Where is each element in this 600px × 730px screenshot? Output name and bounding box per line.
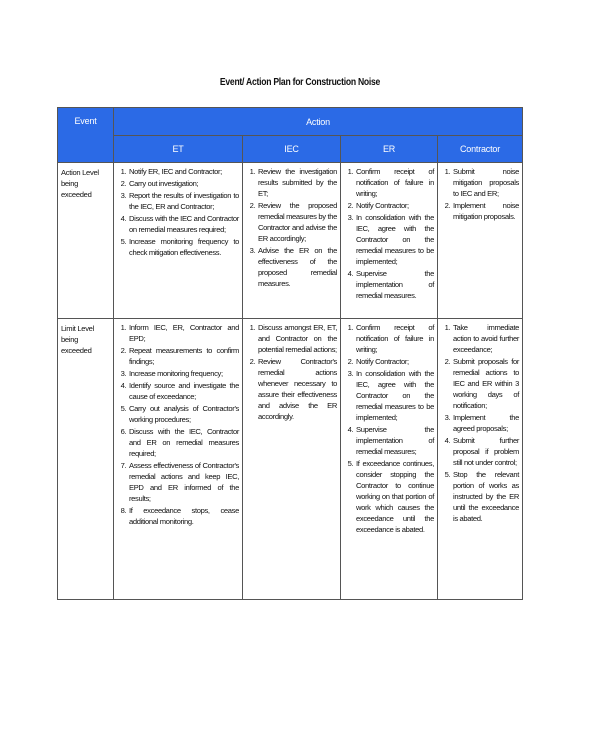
- header-row-columns: [58, 136, 523, 163]
- list-item: 3. Implement the agreed proposals;: [452, 412, 519, 434]
- list-item: 4. Submit further proposal if problem still not under control;: [452, 435, 519, 468]
- list-item: 5. If exceedance continues, consider stopping the Contractor to continue working on that portion of work which causes the exceedance until the exceedance is abated.: [355, 458, 434, 535]
- header-row-top: [58, 108, 523, 136]
- list-item: 1. Notify ER, IEC and Contractor;: [128, 166, 239, 177]
- list-item: 2. Submit proposals for remedial actions to IEC and ER within 3 working days of notification;: [452, 356, 519, 411]
- et-action-list: [114, 319, 242, 530]
- et-cell: [114, 319, 243, 600]
- list-item: 2. Notify Contractor;: [355, 356, 434, 367]
- iec-cell: [243, 319, 341, 600]
- list-item: 3. Increase monitoring frequency;: [128, 368, 239, 379]
- contractor-action-list: [438, 163, 522, 225]
- list-item: 6. Discuss with the IEC, Contractor and ER on remedial measures required;: [128, 426, 239, 459]
- list-item: 4. Supervise the implementation of remedial measures;: [355, 424, 434, 457]
- list-item: 5. Carry out analysis of Contractor's working procedures;: [128, 403, 239, 425]
- list-item: 1. Confirm receipt of notification of failure in writing;: [355, 166, 434, 199]
- list-item: 1. Take immediate action to avoid further exceedance;: [452, 322, 519, 355]
- iec-action-list: [243, 319, 340, 425]
- header-er: ER: [341, 136, 438, 163]
- list-item: 5. Stop the relevant portion of works as instructed by the ER until the exceedance is abated.: [452, 469, 519, 524]
- list-item: 1. Confirm receipt of notification of failure in writing;: [355, 322, 434, 355]
- er-cell: [341, 163, 438, 319]
- table-row: [58, 319, 523, 600]
- contractor-cell: [438, 319, 523, 600]
- list-item: 4. Discuss with the IEC and Contractor on remedial measures required;: [128, 213, 239, 235]
- action-plan-table: [57, 107, 523, 600]
- list-item: 8. If exceedance stops, cease additional monitoring.: [128, 505, 239, 527]
- table-row: [58, 163, 523, 319]
- event-cell: Action Level being exceeded: [58, 163, 114, 319]
- list-item: 2. Review Contractor's remedial actions whenever necessary to assure their effectiveness and advise the ER accordingly.: [257, 356, 337, 422]
- iec-cell: [243, 163, 341, 319]
- document-title: Event/ Action Plan for Construction Noise: [219, 77, 381, 88]
- list-item: 3. Report the results of investigation to the IEC, ER and Contractor;: [128, 190, 239, 212]
- list-item: 3. In consolidation with the IEC, agree with the Contractor on the remedial measures to be implemented;: [355, 368, 434, 423]
- header-iec: IEC: [243, 136, 341, 163]
- iec-action-list: [243, 163, 340, 292]
- list-item: 7. Assess effectiveness of Contractor's remedial actions and keep IEC, EPD and ER informed of the results;: [128, 460, 239, 504]
- list-item: 2. Implement noise mitigation proposals.: [452, 200, 519, 222]
- list-item: 1. Submit noise mitigation proposals to IEC and ER;: [452, 166, 519, 199]
- list-item: 1. Review the investigation results submitted by the ET;: [257, 166, 337, 199]
- list-item: 2. Repeat measurements to confirm findings;: [128, 345, 239, 367]
- er-cell: [341, 319, 438, 600]
- contractor-action-list: [438, 319, 522, 527]
- list-item: 4. Identify source and investigate the cause of exceedance;: [128, 380, 239, 402]
- er-action-list: [341, 163, 437, 304]
- list-item: 2. Review the proposed remedial measures by the Contractor and advise the ER accordingly;: [257, 200, 337, 244]
- list-item: 1. Discuss amongst ER, ET, and Contractor on the potential remedial actions;: [257, 322, 337, 355]
- list-item: 2. Carry out investigation;: [128, 178, 239, 189]
- event-cell: Limit Level being exceeded: [58, 319, 114, 600]
- list-item: 4. Supervise the implementation of remedial measures.: [355, 268, 434, 301]
- list-item: 3. In consolidation with the IEC, agree with the Contractor on the remedial measures to be implemented;: [355, 212, 434, 267]
- list-item: 5. Increase monitoring frequency to check mitigation effectiveness.: [128, 236, 239, 258]
- et-action-list: [114, 163, 242, 261]
- header-event: Event: [58, 108, 114, 163]
- list-item: 1. Inform IEC, ER, Contractor and EPD;: [128, 322, 239, 344]
- et-cell: [114, 163, 243, 319]
- header-contractor: Contractor: [438, 136, 523, 163]
- contractor-cell: [438, 163, 523, 319]
- header-action: Action: [114, 108, 523, 136]
- er-action-list: [341, 319, 437, 538]
- header-et: ET: [114, 136, 243, 163]
- list-item: 2. Notify Contractor;: [355, 200, 434, 211]
- list-item: 3. Advise the ER on the effectiveness of the proposed remedial measures.: [257, 245, 337, 289]
